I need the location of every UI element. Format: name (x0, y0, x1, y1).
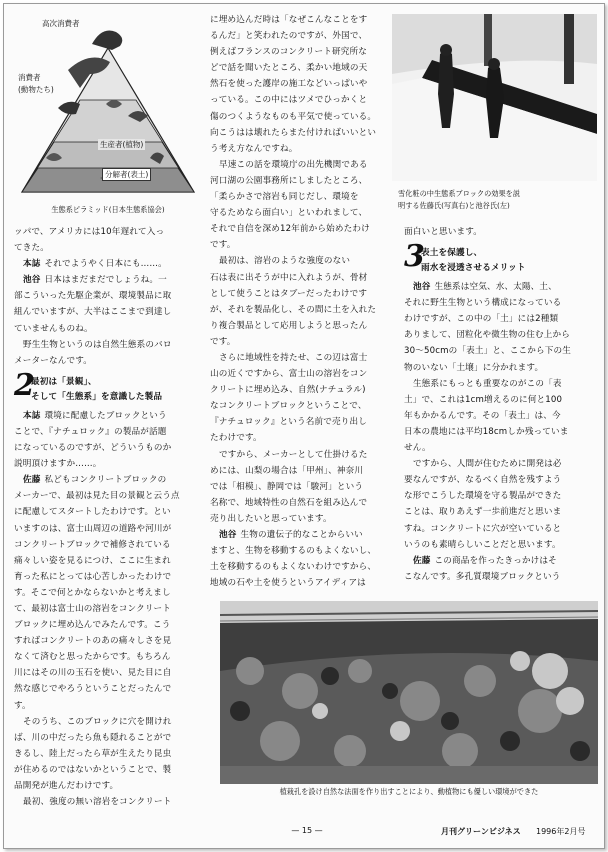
body-line: メーカーで、最初は見た目の景観と云う点 (14, 491, 180, 502)
body-line: さらに地域性を持たせ、この辺は富士 (219, 352, 368, 363)
photo-top-caption-1: 雪化粧の中生態系ブロックの効果を説 (398, 189, 521, 198)
photo-bottom-caption: 植栽孔を設け自然な法面を作り出すことにより、動植物にも優しい環境ができた (279, 787, 539, 796)
text-column-1 (14, 224, 200, 810)
body-line: 地域の石や土を使うというアイディアは (210, 578, 366, 589)
body-line: るんだ」と笑われたのですが、外国で、 (210, 31, 368, 42)
body-line: う考え方なんですね。 (210, 143, 298, 154)
body-line: 野生生物というのは自然生態系のバロ (23, 339, 172, 350)
speaker-label: 佐藤 (23, 475, 41, 486)
section-title-line-1: 表土を保護し、 (421, 248, 483, 259)
body-line: ことは、取りあえず一歩前進だと思いま (404, 507, 562, 518)
body-line: 向こうはは壊れたらまた付ければいいとい (210, 127, 377, 138)
pyramid-label-decomposer: 分解者(表土) (102, 168, 151, 181)
photo-top-caption-2: 明する佐藤氏(写真右)と池谷氏(左) (398, 201, 510, 210)
body-line: なコンクリートブロックということで、 (210, 401, 367, 412)
body-line: り複合製品として応用しようと思ったん (210, 320, 368, 331)
section-title-line-1: 最初は「景観」、 (31, 376, 97, 387)
body-line: 「柔らかさで溶岩も同じだし、環境を (210, 192, 359, 203)
body-line: 品開発が進んだわけです。 (14, 781, 119, 791)
pyramid-label-producer: 生産者(植物) (100, 140, 144, 149)
body-line: 傷のつくようなものも平気で使っている。 (210, 111, 377, 122)
body-line: 川にはその川の玉石を使い、見た目に自 (14, 668, 172, 679)
body-line: 説明頂けますか……。 (14, 459, 102, 470)
body-line: 本誌 環境に配慮したブロックという (23, 410, 167, 421)
body-line: いますのは、富士山周辺の道路や河川が (14, 523, 172, 534)
speaker-label: 池谷 (413, 282, 431, 293)
body-line: 石は表に出そうが中に入れようが、骨材 (210, 272, 368, 283)
body-line: 佐藤 私どもコンクリートブロックの (23, 475, 167, 486)
body-line: ブロックに埋め込んでみたんです。こう (14, 620, 171, 631)
body-line: に配慮してスタートしたわけです。とい (14, 507, 171, 518)
body-line: きるし、陸上だったら草が生えたり昆虫 (14, 748, 172, 759)
body-line: すね。コンクリートに穴が空いていると (404, 523, 562, 534)
body-line: 然石を使った護岸の施工などいっぱいや (210, 79, 368, 90)
body-line: コンクリートブロックで補修されている (14, 539, 171, 550)
section-number: 3 (404, 239, 426, 275)
section-title-line-2: そして「生態系」を意識した製品 (31, 391, 163, 402)
body-line: て、最初は富士山の溶岩をコンクリート (14, 603, 172, 614)
issue-date: 1996年2月号 (536, 827, 586, 836)
section-title-line-2: 雨水を浸透させるメリット (421, 263, 526, 274)
body-line: ますと、生物を移動するのもよくないし、 (210, 546, 377, 557)
snow-wall-photo (392, 14, 597, 181)
body-line: たわけです。 (210, 433, 262, 444)
body-line: せん。 (404, 443, 431, 454)
body-line: 育った私にとっては心苦しかったわけで (14, 571, 172, 582)
body-line: 痛々しい姿を見るにつけ、ここに生まれ (14, 555, 171, 566)
body-line: です。 (210, 336, 236, 347)
body-line: 組んでいますが、大半はここまで到達し (14, 307, 172, 318)
body-line: 山の近くですから、富士山の溶岩をコン (210, 369, 368, 380)
body-line: に埋め込んだ時は「なぜこんなことをす (210, 15, 368, 25)
body-line: 佐藤 この商品を作ったきっかけはそ (413, 555, 557, 566)
ecosystem-pyramid-figure (10, 8, 206, 218)
body-line: 面白いと思います。 (404, 227, 483, 237)
speaker-label: 佐藤 (413, 555, 431, 566)
body-line: ていませんものね。 (14, 323, 93, 334)
body-line: っている。この中にはツメでひっかくと (210, 95, 368, 106)
body-line: 名称で、地域特性の自然石を組み込んで (210, 497, 368, 508)
body-line: が、それを製品化し、その間に土を入れた (210, 304, 377, 315)
body-line: になっているのですが、どういうものか (14, 443, 172, 454)
body-line: 池谷 生態系は空気、水、太陽、土、 (413, 282, 557, 293)
body-line: 土」で、これは1cm増えるのに何と100 (404, 394, 563, 405)
body-line: メーターなんです。 (14, 355, 93, 366)
body-line: てきた。 (14, 243, 49, 254)
body-line: が住めるのではないかということで、製 (14, 764, 172, 775)
body-line: です。 (210, 240, 236, 251)
body-line: 要なんですが、なるべく自然を残すよう (404, 475, 562, 486)
body-line: それに野生生物という構成になっている (404, 298, 562, 309)
body-line: なくて済むと思ったからです。もちろん (14, 652, 171, 663)
magazine-page (3, 3, 605, 849)
body-line: ですから、人間が住むために開発は必 (413, 459, 562, 470)
body-line: こなんです。多孔質環境ブロックという (404, 571, 561, 582)
body-line: 然な感じでやろうということだったんで (14, 684, 172, 695)
speaker-label: 本誌 (23, 410, 41, 421)
body-line: いうのも素晴らしいことだと思います。 (404, 539, 561, 550)
body-line: 池谷 日本はまだまだでしょうね。一 (23, 275, 167, 286)
body-line: ですから、メーカーとして仕掛けるた (219, 449, 368, 460)
body-line: 年もかかるんです。その「表土」は、今 (404, 410, 561, 421)
body-line: 早速この話を環境庁の出先機関である (219, 159, 368, 170)
body-line: ありまして、団粒化や微生物の住む上から (404, 330, 570, 341)
body-line: な形でこうした環境を守る製品ができた (404, 491, 562, 502)
body-line: 生態系にもっとも重要なのがこの「表 (413, 378, 562, 389)
page-number: — 15 — (291, 826, 323, 835)
pyramid-label-consumer-sub: (動物たち) (18, 85, 54, 94)
body-line: 例えばフランスのコンクリート研究所な (210, 47, 367, 58)
body-line: す。 (14, 700, 31, 711)
body-line: ことで、『ナチュロック』の製品が話題 (14, 426, 167, 437)
magazine-name: 月刊グリーンビジネス (441, 827, 521, 836)
body-line: 売り出したいと思っています。 (210, 513, 332, 524)
body-line: 日本の農地には平均18cmしか残っていま (404, 426, 569, 437)
body-line: 最初、強度の無い溶岩をコンクリート (23, 797, 172, 808)
body-line: 本誌 それでようやく日本にも……。 (23, 259, 167, 270)
text-column-2 (210, 12, 390, 591)
body-line: そのうち、このブロックに穴を開けれ (23, 716, 172, 727)
body-line: どで話を聞いたところ、柔かい地域の天 (210, 63, 368, 74)
body-line: めには、山梨の場合は「甲州」、神奈川 (210, 465, 364, 476)
speaker-label: 池谷 (219, 530, 237, 540)
section-heading-3 (404, 239, 600, 277)
pyramid-label-consumer: 消費者 (18, 73, 41, 82)
body-line: 部こういった先駆企業が、環境製品に取 (14, 291, 172, 302)
col1-block-c (14, 408, 200, 810)
planted-slope-photo (220, 601, 598, 784)
body-line: 物のいない「土壌」に分かれます。 (404, 362, 544, 373)
speaker-label: 本誌 (23, 259, 41, 270)
body-line: すればコンクリートのあの痛々しさを見 (14, 636, 172, 647)
pyramid-caption: 生態系ピラミッド(日本生態系協会) (51, 205, 165, 214)
body-line: す。そこで何とかならないかと考えまし (14, 587, 171, 598)
body-line: 30〜50cmの「表土」と、ここから下の生 (404, 346, 572, 357)
section-number: 2 (14, 367, 36, 403)
body-line: 土を移動するのもよくないわけですから、 (210, 562, 377, 573)
body-line: 『ナチュロック』という名前で売り出し (210, 417, 367, 428)
body-line: わけですが、この中の「土」には2種類 (404, 314, 559, 325)
body-line: 池谷 生物の遺伝子的なことからいい (219, 530, 363, 540)
body-line: ば、川の中だったら魚も隠れることがで (14, 732, 172, 743)
pyramid-label-top-consumer: 高次消費者 (42, 19, 80, 28)
text-column-3 (404, 224, 600, 585)
section-heading-2 (14, 367, 200, 406)
col1-block-b (14, 256, 200, 369)
body-line: として使うことはタブーだったわけです (210, 288, 368, 299)
body-line: それで自信を深め12年前から始めたわけ (210, 224, 370, 235)
body-line: 河口湖の公園事務所にしましたところ、 (210, 175, 368, 186)
body-line: ッパで、アメリカには10年遅れて入っ (14, 227, 165, 237)
body-line: 最初は、溶岩のような強度のない (219, 256, 351, 267)
body-line: では「相模」、静岡では「駿河」という (210, 481, 364, 492)
speaker-label: 池谷 (23, 275, 41, 286)
body-line: クリートに埋め込み、自然(ナチュラル) (210, 385, 366, 396)
body-line: 守るためなら面白い」といわれまして、 (210, 208, 368, 219)
